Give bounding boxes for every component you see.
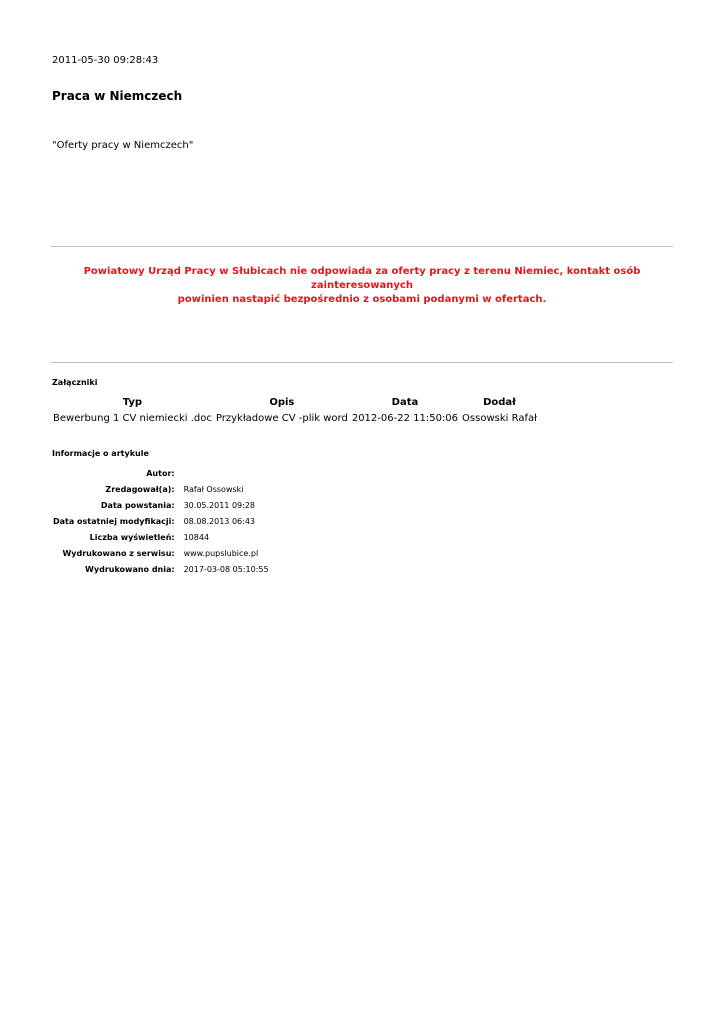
article-title: Praca w Niemczech xyxy=(52,89,183,103)
info-label: Wydrukowano dnia: xyxy=(85,564,175,574)
column-header-date: Data xyxy=(391,397,419,408)
info-row-created xyxy=(51,497,271,513)
info-label: Data ostatniej modyfikacji: xyxy=(53,516,175,526)
info-label: Zredagował(a): xyxy=(105,484,175,494)
divider-top xyxy=(51,246,673,247)
article-timestamp: 2011-05-30 09:28:43 xyxy=(52,55,159,66)
info-row-modified xyxy=(51,513,271,529)
disclaimer-notice xyxy=(51,265,673,307)
attachments-header-row xyxy=(51,396,539,411)
article-info-table xyxy=(51,465,271,577)
info-label: Liczba wyświetleń: xyxy=(89,532,175,542)
attachment-date: 2012-06-22 11:50:06 xyxy=(351,413,459,424)
attachment-added-by: Ossowski Rafał xyxy=(462,413,537,424)
column-header-type: Typ xyxy=(122,397,143,408)
divider-bottom xyxy=(51,362,673,363)
attachments-table xyxy=(51,396,539,426)
info-value: Rafał Ossowski xyxy=(183,484,244,494)
article-lead: "Oferty pracy w Niemczech" xyxy=(52,140,194,151)
info-value: 08.08.2013 06:43 xyxy=(183,516,255,526)
column-header-added-by: Dodał xyxy=(483,397,516,408)
disclaimer-line-2: powinien nastapić bezpośrednio z osobami podanymi w ofertach. xyxy=(177,294,547,305)
column-header-description: Opis xyxy=(269,397,295,408)
article-info-heading: Informacje o artykule xyxy=(52,449,149,458)
info-value: 10844 xyxy=(183,532,210,542)
info-value: www.pupslubice.pl xyxy=(183,548,259,558)
info-row-editor xyxy=(51,481,271,497)
attachment-file-name[interactable]: Bewerbung 1 CV niemiecki .doc xyxy=(53,413,212,424)
disclaimer-line-1: Powiatowy Urząd Pracy w Słubicach nie odpowiada za oferty pracy z terenu Niemiec, kontakt osób zainteresowanych xyxy=(83,266,641,291)
attachment-description: Przykładowe CV -plik word xyxy=(215,413,348,424)
attachments-heading: Załączniki xyxy=(52,378,98,387)
info-value: 30.05.2011 09:28 xyxy=(183,500,255,510)
info-value: 2017-03-08 05:10:55 xyxy=(183,564,269,574)
info-row-author xyxy=(51,465,271,481)
info-row-printed-on xyxy=(51,561,271,577)
info-value xyxy=(182,465,271,481)
info-label: Data powstania: xyxy=(100,500,175,510)
info-row-printed-from xyxy=(51,545,271,561)
info-label: Wydrukowano z serwisu: xyxy=(62,548,175,558)
info-label: Autor: xyxy=(146,468,175,478)
table-row xyxy=(51,411,539,426)
info-row-views xyxy=(51,529,271,545)
